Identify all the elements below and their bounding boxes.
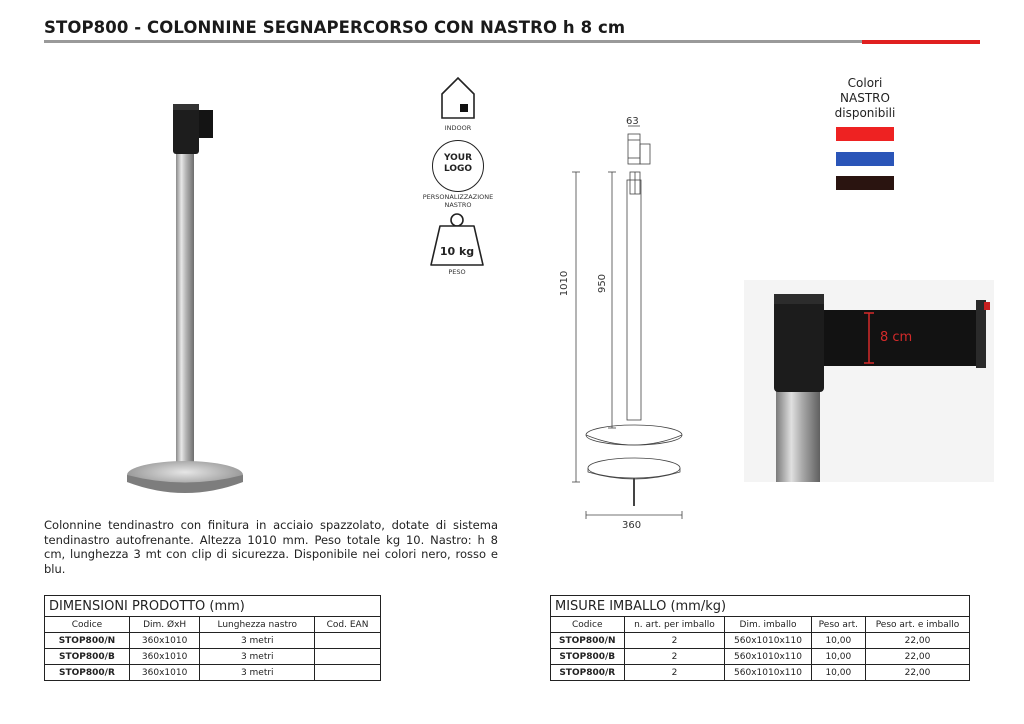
cell-total-weight: 22,00 <box>865 633 969 649</box>
personalization-label <box>408 193 508 209</box>
table-caption: MISURE IMBALLO (mm/kg) <box>551 596 970 617</box>
column-header: Dim. ØxH <box>129 617 200 633</box>
cell-tape-length: 3 metri <box>200 633 315 649</box>
cell-ean <box>315 665 381 681</box>
cell-dim: 360x1010 <box>129 665 200 681</box>
table-row <box>551 665 970 681</box>
table-row <box>45 665 381 681</box>
table-header-row <box>45 617 381 633</box>
weight-icon <box>428 210 486 268</box>
tape-height-label: 8 cm <box>880 330 913 345</box>
cell-dim: 360x1010 <box>129 633 200 649</box>
table-row <box>551 649 970 665</box>
column-header: Peso art. <box>811 617 865 633</box>
column-header: Peso art. e imballo <box>865 617 969 633</box>
personalization-line-2: NASTRO <box>444 201 472 209</box>
cell-pack-dim: 560x1010x110 <box>725 633 811 649</box>
cell-pack-dim: 560x1010x110 <box>725 649 811 665</box>
cell-weight: 10,00 <box>811 665 865 681</box>
cell-qty: 2 <box>624 649 725 665</box>
indoor-label: INDOOR <box>444 124 472 132</box>
column-header: Codice <box>551 617 625 633</box>
table-row <box>551 633 970 649</box>
color-swatch-red <box>836 127 894 141</box>
dimension-total-height: 1010 <box>559 270 571 297</box>
technical-drawing <box>560 110 700 530</box>
colors-title-line-1: Colori <box>847 76 883 90</box>
cell-code: STOP800/R <box>551 665 625 681</box>
page-title: STOP800 - COLONNINE SEGNAPERCORSO CON NASTRO h 8 cm <box>44 18 626 37</box>
colors-title <box>800 76 930 121</box>
product-photo <box>44 58 344 508</box>
cell-code: STOP800/R <box>45 665 130 681</box>
title-rule-accent <box>862 40 980 44</box>
table-row <box>45 649 381 665</box>
product-dimensions-table <box>44 595 381 681</box>
cell-qty: 2 <box>624 665 725 681</box>
cell-code: STOP800/B <box>45 649 130 665</box>
tape-detail-photo <box>744 280 994 482</box>
cell-tape-length: 3 metri <box>200 649 315 665</box>
table-row <box>45 633 381 649</box>
dimension-base-width: 360 <box>622 520 642 531</box>
cell-total-weight: 22,00 <box>865 665 969 681</box>
cell-total-weight: 22,00 <box>865 649 969 665</box>
logo-text-line-1: YOUR <box>443 153 473 163</box>
packaging-table <box>550 595 970 681</box>
table-caption: DIMENSIONI PRODOTTO (mm) <box>45 596 381 617</box>
cell-dim: 360x1010 <box>129 649 200 665</box>
cell-pack-dim: 560x1010x110 <box>725 665 811 681</box>
column-header: Lunghezza nastro <box>200 617 315 633</box>
title-rule <box>44 40 862 43</box>
color-swatch-black <box>836 176 894 190</box>
colors-title-line-3: disponibili <box>834 106 896 120</box>
cell-code: STOP800/N <box>551 633 625 649</box>
column-header: Codice <box>45 617 130 633</box>
personalization-line-1: PERSONALIZZAZIONE <box>422 193 494 201</box>
cell-code: STOP800/N <box>45 633 130 649</box>
column-header: Dim. imballo <box>725 617 811 633</box>
your-logo-icon <box>432 140 484 192</box>
product-description: Colonnine tendinastro con finitura in acciaio spazzolato, dotate di sistema tendinastro autofrenante. Altezza 1010 mm. Peso totale kg 10. Nastro: h 8 cm, lunghezza 3 mt con clip di sicurezza. Disponibile nei colori nero, rosso e blu. <box>44 518 498 576</box>
column-header: Cod. EAN <box>315 617 381 633</box>
indoor-icon <box>440 76 476 120</box>
weight-label: PESO <box>448 268 466 276</box>
dimension-top-width: 63 <box>626 116 639 127</box>
colors-title-line-2: NASTRO <box>840 91 890 105</box>
cell-qty: 2 <box>624 633 725 649</box>
cell-weight: 10,00 <box>811 633 865 649</box>
logo-text-line-2: LOGO <box>443 164 473 174</box>
table-header-row <box>551 617 970 633</box>
cell-ean <box>315 633 381 649</box>
column-header: n. art. per imballo <box>624 617 725 633</box>
cell-weight: 10,00 <box>811 649 865 665</box>
weight-value: 10 kg <box>439 245 475 258</box>
dimension-pole-height: 950 <box>597 273 609 294</box>
cell-code: STOP800/B <box>551 649 625 665</box>
cell-tape-length: 3 metri <box>200 665 315 681</box>
color-swatch-blue <box>836 152 894 166</box>
cell-ean <box>315 649 381 665</box>
